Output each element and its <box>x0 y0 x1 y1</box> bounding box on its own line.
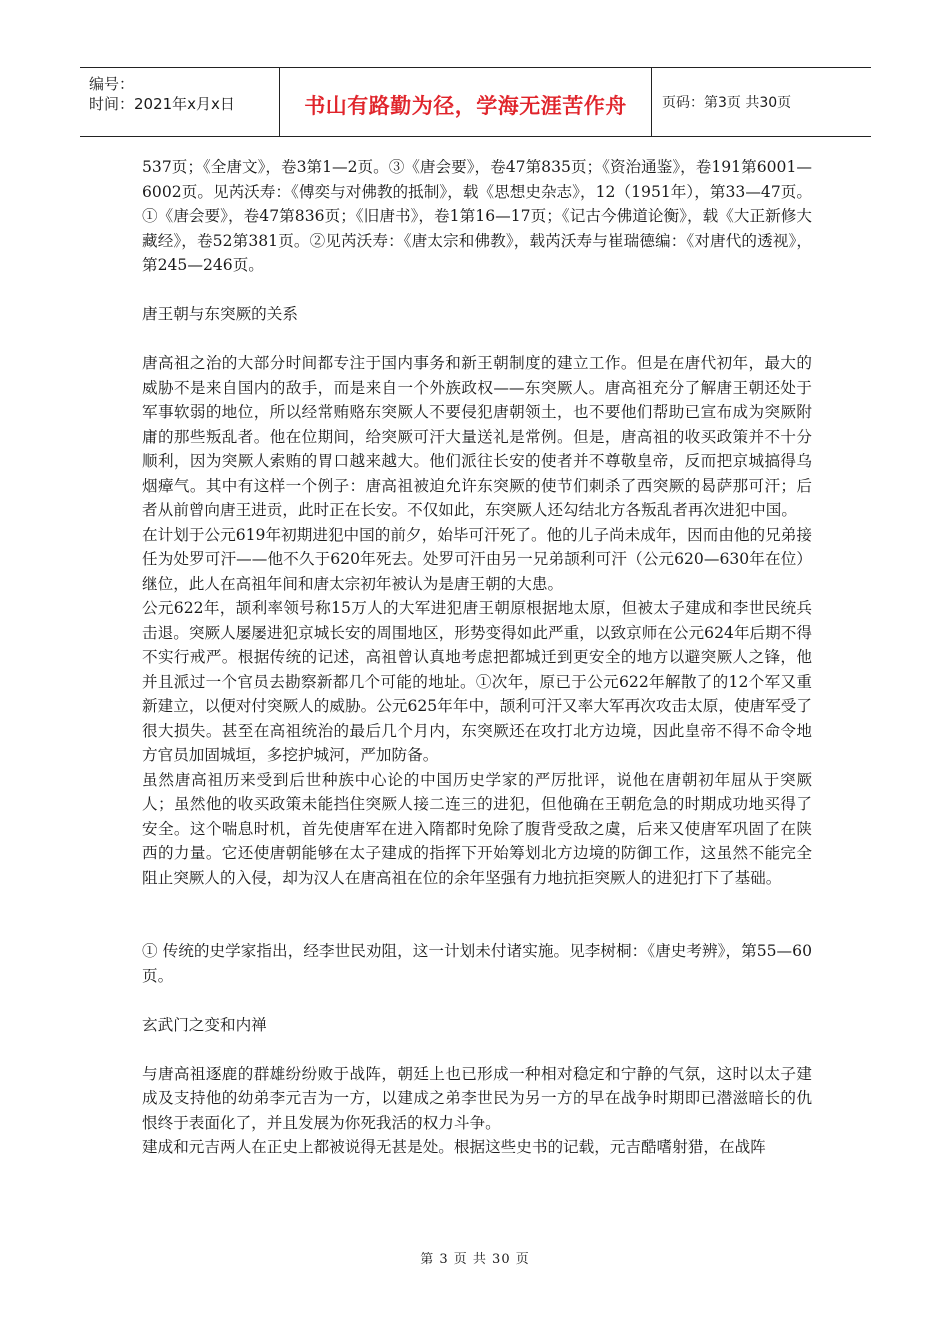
section-heading: 唐王朝与东突厥的关系 <box>142 305 298 323</box>
document-number-label: 编号： <box>89 75 135 93</box>
paragraph: 公元622年，颉利率领号称15万人的大军进犯唐王朝原根据地太原，但被太子建成和李世民统兵击退。突厥人屡屡进犯京城长安的周围地区，形势变得如此严重，以致京师在公元624年后期不得不实行戒严。根据传统的记述，高祖曾认真地考虑把都城迁到更安全的地方以避突厥人之锋，他并且派过一个官员去勘察新都几个可能的地址。①次年，原已于公元622年解散了的12个军又重新建立，以便对付突厥人的威胁。公元625年年中，颉利可汗又率大军再次攻击太原，使唐军受了很大损失。甚至在高祖统治的最后几个月内，东突厥还在攻打北方边境，因此皇帝不得不命令地方官员加固城垣，多挖护城河，严加防备。 <box>142 599 812 764</box>
document-date-label: 时间：2021年x月x日 <box>89 95 235 113</box>
header-meta <box>80 68 280 136</box>
section-heading: 玄武门之变和内禅 <box>142 1015 267 1034</box>
page-footer: 第 3 页 共 30 页 <box>420 1252 530 1267</box>
header-motto: 书山有路勤为径，学海无涯苦作舟 <box>280 68 652 136</box>
paragraph: 与唐高祖逐鹿的群雄纷纷败于战阵，朝廷上也已形成一种相对稳定和宁静的气氛，这时以太子建成及支持他的幼弟李元吉为一方，以建成之弟李世民为另一方的早在战争时期即已潜滋暗长的仇恨终于表面化了，并且发展为你死我活的权力斗争。 <box>142 1064 812 1132</box>
paragraph: 在计划于公元619年初期进犯中国的前夕，始毕可汗死了。他的儿子尚未成年，因而由他的兄弟接任为处罗可汗——他不久于620年死去。处罗可汗由另一兄弟颉利可汗（公元620—630年在位）继位，此人在高祖年间和唐太宗初年被认为是唐王朝的大患。 <box>142 525 812 593</box>
header-page-label: 页码：第3页 共30页 <box>662 95 792 111</box>
document-body <box>142 155 812 1160</box>
page-header <box>80 67 871 137</box>
paragraph: 唐高祖之治的大部分时间都专注于国内事务和新王朝制度的建立工作。但是在唐代初年，最大的威胁不是来自国内的敌手，而是来自一个外族政权——东突厥人。唐高祖充分了解唐王朝还处于军事软弱的地位，所以经常贿赂东突厥人不要侵犯唐朝领土，也不要他们帮助已宣布成为突厥附庸的那些叛乱者。他在位期间，给突厥可汗大量送礼是常例。但是，唐高祖的收买政策并不十分顺利，因为突厥人索贿的胃口越来越大。他们派往长安的使者并不尊敬皇帝，反而把京城搞得乌烟瘴气。其中有这样一个例子：唐高祖被迫允许东突厥的使节们刺杀了西突厥的曷萨那可汗；后者从前曾向唐王进贡，此时正在长安。不仅如此，东突厥人还勾结北方各叛乱者再次进犯中国。 <box>142 354 812 519</box>
paragraph: 建成和元吉两人在正史上都被说得无甚是处。根据这些史书的记载，元吉酷嗜射猎，在战阵 <box>142 1138 766 1156</box>
paragraph-footnotes: 537页；《全唐文》，卷3第1—2页。③《唐会要》，卷47第835页；《资治通鉴》，卷191第6001—6002页。见芮沃寿：《傅奕与对佛教的抵制》，载《思想史杂志》，12（1951年），第33—47页。①《唐会要》，卷47第836页；《旧唐书》，卷1第16—17页；《记古今佛道论衡》，载《大正新修大藏经》，卷52第381页。②见芮沃寿：《唐太宗和佛教》，载芮沃寿与崔瑞德编：《对唐代的透视》，第245—246页。 <box>142 158 812 274</box>
paragraph: 虽然唐高祖历来受到后世种族中心论的中国历史学家的严厉批评，说他在唐朝初年屈从于突厥人；虽然他的收买政策未能挡住突厥人接二连三的进犯，但他确在王朝危急的时期成功地买得了安全。这个喘息时机，首先使唐军在进入隋都时免除了腹背受敌之虞，后来又使唐军巩固了在陕西的力量。它还使唐朝能够在太子建成的指挥下开始筹划北方边境的防御工作，这虽然不能完全阻止突厥人的入侵，却为汉人在唐高祖在位的余年坚强有力地抗拒突厥人的进犯打下了基础。 <box>142 770 812 887</box>
footnote: ① 传统的史学家指出，经李世民劝阻，这一计划未付诸实施。见李树桐：《唐史考辨》，第55—60页。 <box>142 942 812 985</box>
